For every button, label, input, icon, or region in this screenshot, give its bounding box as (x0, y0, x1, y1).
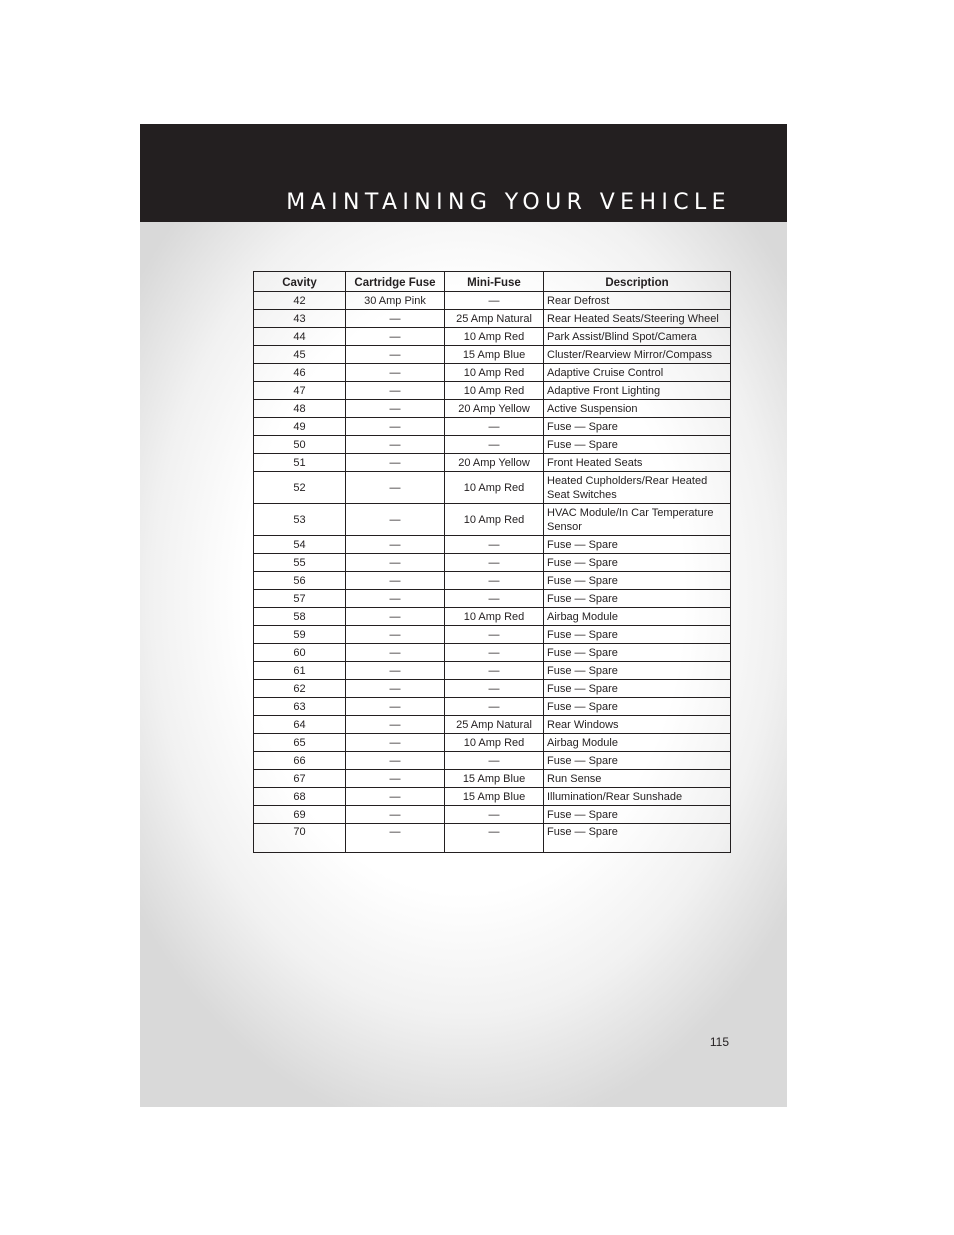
cartridge-fuse-cell: — (346, 770, 445, 788)
description-cell: Fuse — Spare (544, 572, 731, 590)
mini-fuse-cell: 20 Amp Yellow (445, 454, 544, 472)
mini-fuse-cell: — (445, 752, 544, 770)
cavity-cell: 56 (254, 572, 346, 590)
description-cell: Run Sense (544, 770, 731, 788)
cartridge-fuse-cell: — (346, 504, 445, 536)
cavity-cell: 44 (254, 328, 346, 346)
cartridge-fuse-cell: — (346, 698, 445, 716)
description-cell: Heated Cupholders/Rear Heated Seat Switches (544, 472, 731, 504)
description-cell: Fuse — Spare (544, 662, 731, 680)
description-cell: Fuse — Spare (544, 824, 731, 853)
table-row (254, 504, 731, 536)
mini-fuse-cell: — (445, 418, 544, 436)
cartridge-fuse-cell: — (346, 680, 445, 698)
table-row (254, 716, 731, 734)
cavity-cell: 46 (254, 364, 346, 382)
cartridge-fuse-cell: — (346, 752, 445, 770)
cartridge-fuse-cell: — (346, 590, 445, 608)
table-row (254, 788, 731, 806)
table-row (254, 608, 731, 626)
description-cell: Fuse — Spare (544, 752, 731, 770)
description-cell: Rear Defrost (544, 292, 731, 310)
cavity-cell: 52 (254, 472, 346, 504)
description-cell: Front Heated Seats (544, 454, 731, 472)
cartridge-fuse-cell: — (346, 788, 445, 806)
table-header-row (254, 272, 731, 292)
page-panel (140, 124, 787, 1107)
cavity-cell: 55 (254, 554, 346, 572)
cavity-cell: 66 (254, 752, 346, 770)
table-row (254, 662, 731, 680)
cartridge-fuse-cell: — (346, 418, 445, 436)
column-header-mini-fuse: Mini-Fuse (445, 272, 544, 292)
cavity-cell: 45 (254, 346, 346, 364)
table-row (254, 554, 731, 572)
table-row (254, 382, 731, 400)
cartridge-fuse-cell: — (346, 472, 445, 504)
table-row (254, 770, 731, 788)
cartridge-fuse-cell: — (346, 644, 445, 662)
cavity-cell: 58 (254, 608, 346, 626)
table-row (254, 292, 731, 310)
cavity-cell: 50 (254, 436, 346, 454)
mini-fuse-cell: — (445, 644, 544, 662)
cartridge-fuse-cell: — (346, 310, 445, 328)
mini-fuse-cell: 10 Amp Red (445, 382, 544, 400)
table-row (254, 346, 731, 364)
mini-fuse-cell: — (445, 292, 544, 310)
description-cell: Fuse — Spare (544, 626, 731, 644)
mini-fuse-cell: 15 Amp Blue (445, 788, 544, 806)
description-cell: Airbag Module (544, 734, 731, 752)
mini-fuse-cell: — (445, 590, 544, 608)
cartridge-fuse-cell: — (346, 806, 445, 824)
mini-fuse-cell: — (445, 554, 544, 572)
page-number: 115 (709, 1035, 729, 1049)
table-row (254, 310, 731, 328)
mini-fuse-cell: 10 Amp Red (445, 504, 544, 536)
table-row (254, 626, 731, 644)
cartridge-fuse-cell: — (346, 716, 445, 734)
column-header-cartridge-fuse: Cartridge Fuse (346, 272, 445, 292)
cavity-cell: 42 (254, 292, 346, 310)
table-row (254, 644, 731, 662)
table-row (254, 436, 731, 454)
cavity-cell: 65 (254, 734, 346, 752)
cavity-cell: 70 (254, 824, 346, 853)
cavity-cell: 49 (254, 418, 346, 436)
mini-fuse-cell: 25 Amp Natural (445, 310, 544, 328)
cavity-cell: 63 (254, 698, 346, 716)
mini-fuse-cell: 10 Amp Red (445, 364, 544, 382)
mini-fuse-cell: 10 Amp Red (445, 608, 544, 626)
mini-fuse-cell: 15 Amp Blue (445, 770, 544, 788)
description-cell: Airbag Module (544, 608, 731, 626)
mini-fuse-cell: — (445, 680, 544, 698)
mini-fuse-cell: — (445, 662, 544, 680)
mini-fuse-cell: 25 Amp Natural (445, 716, 544, 734)
description-cell: Fuse — Spare (544, 590, 731, 608)
cartridge-fuse-cell: — (346, 328, 445, 346)
cartridge-fuse-cell: — (346, 626, 445, 644)
cavity-cell: 54 (254, 536, 346, 554)
description-cell: Fuse — Spare (544, 418, 731, 436)
table-row (254, 536, 731, 554)
mini-fuse-cell: — (445, 572, 544, 590)
cartridge-fuse-cell: — (346, 346, 445, 364)
cavity-cell: 43 (254, 310, 346, 328)
mini-fuse-cell: — (445, 806, 544, 824)
cavity-cell: 60 (254, 644, 346, 662)
table-row (254, 698, 731, 716)
description-cell: Fuse — Spare (544, 806, 731, 824)
cavity-cell: 67 (254, 770, 346, 788)
table-row (254, 806, 731, 824)
description-cell: Park Assist/Blind Spot/Camera (544, 328, 731, 346)
cartridge-fuse-cell: 30 Amp Pink (346, 292, 445, 310)
mini-fuse-cell: — (445, 824, 544, 853)
cavity-cell: 48 (254, 400, 346, 418)
mini-fuse-cell: 20 Amp Yellow (445, 400, 544, 418)
cavity-cell: 61 (254, 662, 346, 680)
cartridge-fuse-cell: — (346, 608, 445, 626)
table-row (254, 454, 731, 472)
cavity-cell: 51 (254, 454, 346, 472)
table-row (254, 400, 731, 418)
description-cell: Fuse — Spare (544, 680, 731, 698)
table-row (254, 418, 731, 436)
description-cell: Cluster/Rearview Mirror/Compass (544, 346, 731, 364)
description-cell: Illumination/Rear Sunshade (544, 788, 731, 806)
cavity-cell: 59 (254, 626, 346, 644)
table-row (254, 734, 731, 752)
mini-fuse-cell: — (445, 436, 544, 454)
description-cell: Fuse — Spare (544, 554, 731, 572)
cartridge-fuse-cell: — (346, 536, 445, 554)
table-row (254, 752, 731, 770)
cartridge-fuse-cell: — (346, 436, 445, 454)
cartridge-fuse-cell: — (346, 572, 445, 590)
cartridge-fuse-cell: — (346, 382, 445, 400)
cavity-cell: 69 (254, 806, 346, 824)
description-cell: Fuse — Spare (544, 436, 731, 454)
cavity-cell: 57 (254, 590, 346, 608)
table-row (254, 472, 731, 504)
table-row (254, 824, 731, 853)
description-cell: HVAC Module/In Car Temperature Sensor (544, 504, 731, 536)
cavity-cell: 53 (254, 504, 346, 536)
header-band (140, 124, 787, 222)
description-cell: Active Suspension (544, 400, 731, 418)
column-header-description: Description (544, 272, 731, 292)
cavity-cell: 62 (254, 680, 346, 698)
description-cell: Fuse — Spare (544, 536, 731, 554)
table-row (254, 328, 731, 346)
cartridge-fuse-cell: — (346, 400, 445, 418)
mini-fuse-cell: — (445, 536, 544, 554)
table-row (254, 572, 731, 590)
mini-fuse-cell: 15 Amp Blue (445, 346, 544, 364)
description-cell: Fuse — Spare (544, 644, 731, 662)
description-cell: Adaptive Cruise Control (544, 364, 731, 382)
section-title: MAINTAINING YOUR VEHICLE (286, 190, 731, 215)
cavity-cell: 47 (254, 382, 346, 400)
description-cell: Adaptive Front Lighting (544, 382, 731, 400)
column-header-cavity: Cavity (254, 272, 346, 292)
mini-fuse-cell: — (445, 626, 544, 644)
table-row (254, 680, 731, 698)
mini-fuse-cell: 10 Amp Red (445, 472, 544, 504)
fuse-table (253, 271, 731, 853)
cartridge-fuse-cell: — (346, 824, 445, 853)
mini-fuse-cell: 10 Amp Red (445, 734, 544, 752)
cartridge-fuse-cell: — (346, 734, 445, 752)
table-row (254, 364, 731, 382)
cartridge-fuse-cell: — (346, 662, 445, 680)
mini-fuse-cell: — (445, 698, 544, 716)
description-cell: Rear Heated Seats/Steering Wheel (544, 310, 731, 328)
table-row (254, 590, 731, 608)
cartridge-fuse-cell: — (346, 454, 445, 472)
mini-fuse-cell: 10 Amp Red (445, 328, 544, 346)
description-cell: Rear Windows (544, 716, 731, 734)
cartridge-fuse-cell: — (346, 554, 445, 572)
cavity-cell: 68 (254, 788, 346, 806)
cartridge-fuse-cell: — (346, 364, 445, 382)
description-cell: Fuse — Spare (544, 698, 731, 716)
cavity-cell: 64 (254, 716, 346, 734)
